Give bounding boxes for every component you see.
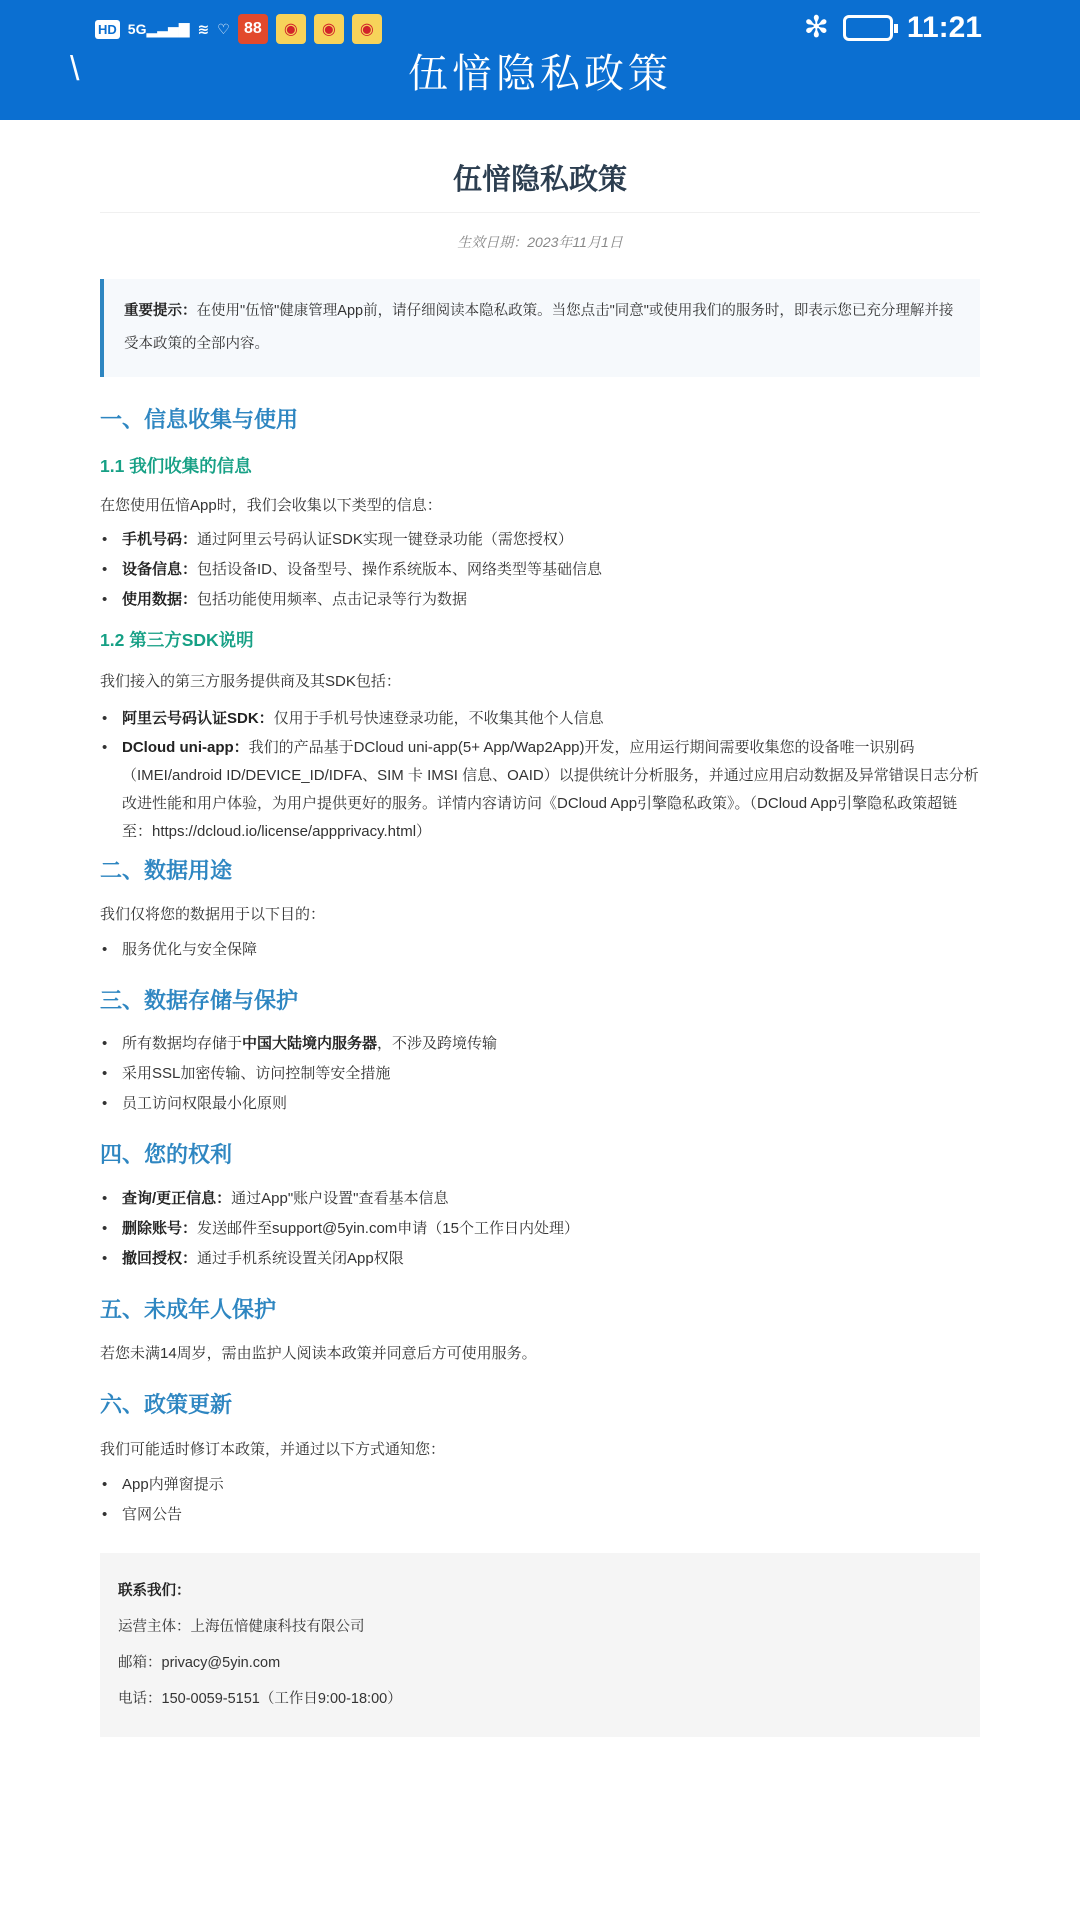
list-item: • 采用SSL加密传输、访问控制等安全措施 [100,1059,980,1089]
list-item: • DCloud uni-app：我们的产品基于DCloud uni-app(5+ App/Wap2App)开发，应用运行期间需要收集您的设备唯一识别码（IMEI/android ID/DEVICE_ID/IDFA、SIM 卡 IMSI 信息、OAID）以提供统计分析服务，并通过应用启动数据及异常错误日志分析改进性能和用户体验，为用户提供更好的服务。详情内容请访问《DCloud App引擎隐私政策》。（DCloud App引擎隐私政策超链至：https://dcloud.io/license/appprivacy.html） [100,734,980,846]
subsection-heading: 1.1 我们收集的信息 [100,456,252,476]
section-heading: 三、数据存储与保护 [100,988,299,1013]
nav-title: 伍愔隐私政策 [408,52,672,96]
policy-document [100,0,980,1737]
important-notice [100,279,980,377]
paragraph: 我们接入的第三方服务提供商及其SDK包括： [100,673,401,690]
list-item: • 所有数据均存储于中国大陆境内服务器，不涉及跨境传输 [100,1029,980,1059]
list-item: • 手机号码：通过阿里云号码认证SDK实现一键登录功能（需您授权） [100,525,980,555]
weibo-icon: ◉ [314,14,344,44]
list-item: • 撤回授权：通过手机系统设置关闭App权限 [100,1244,980,1274]
subsection-heading: 1.2 第三方SDK说明 [100,630,254,650]
weibo-icon: ◉ [352,14,382,44]
notice-text: 在使用"伍愔"健康管理App前，请仔细阅读本隐私政策。当您点击"同意"或使用我们的服务时，即表示您已充分理解并接受本政策的全部内容。 [124,303,954,352]
list-item: • 员工访问权限最小化原则 [100,1089,980,1119]
section-heading: 六、政策更新 [100,1392,233,1417]
bluetooth-icon: ✻ [803,11,829,44]
section-heading: 五、未成年人保护 [100,1297,277,1322]
notice-label: 重要提示： [124,303,197,319]
contact-entity: 运营主体：上海伍愔健康科技有限公司 [118,1619,365,1635]
effective-date: 生效日期：2023年11月1日 [457,234,623,250]
weibo-icon: ◉ [276,14,306,44]
back-button[interactable]: \ [70,50,80,88]
nfc-icon: ♡ [217,20,230,37]
paragraph: 我们可能适时修订本政策，并通过以下方式通知您： [100,1441,446,1458]
app-header [0,0,1080,120]
list-item: • 使用数据：包括功能使用频率、点击记录等行为数据 [100,585,980,615]
list-item: • 设备信息：包括设备ID、设备型号、操作系统版本、网络类型等基础信息 [100,555,980,585]
section-heading: 四、您的权利 [100,1142,233,1167]
list-item: • 服务优化与安全保障 [100,935,980,965]
paragraph: 我们仅将您的数据用于以下目的： [100,906,326,923]
wifi-icon: ≋ [197,20,210,37]
paragraph: 若您未满14周岁，需由监护人阅读本政策并同意后方可使用服务。 [100,1345,537,1362]
section-heading: 二、数据用途 [100,858,233,883]
contact-box [100,1553,980,1737]
contact-phone: 电话：150-0059-5151（工作日9:00-18:00） [118,1691,402,1707]
app-88-icon: 88 [238,14,268,44]
list-item: • 查询/更正信息：通过App"账户设置"查看基本信息 [100,1184,980,1214]
clock: 11:21 [906,10,982,44]
hd-icon: HD [95,20,120,39]
paragraph: 在您使用伍愔App时，我们会收集以下类型的信息： [100,497,442,514]
page-title: 伍愔隐私政策 [452,164,627,196]
section-heading: 一、信息收集与使用 [100,407,299,432]
contact-title: 联系我们： [118,1583,191,1599]
status-bar-right [804,10,982,45]
divider [100,212,980,213]
signal-icon: 5G▂▃▅▇ [127,20,190,37]
list-item: • 删除账号：发送邮件至support@5yin.com申请（15个工作日内处理） [100,1214,980,1244]
list-item: • App内弹窗提示 [100,1470,980,1500]
list-item: • 阿里云号码认证SDK：仅用于手机号快速登录功能，不收集其他个人信息 [100,704,980,734]
contact-email: 邮箱：privacy@5yin.com [118,1655,281,1671]
list-item: • 官网公告 [100,1500,980,1530]
battery-icon [843,15,893,41]
status-bar-left [95,14,382,44]
